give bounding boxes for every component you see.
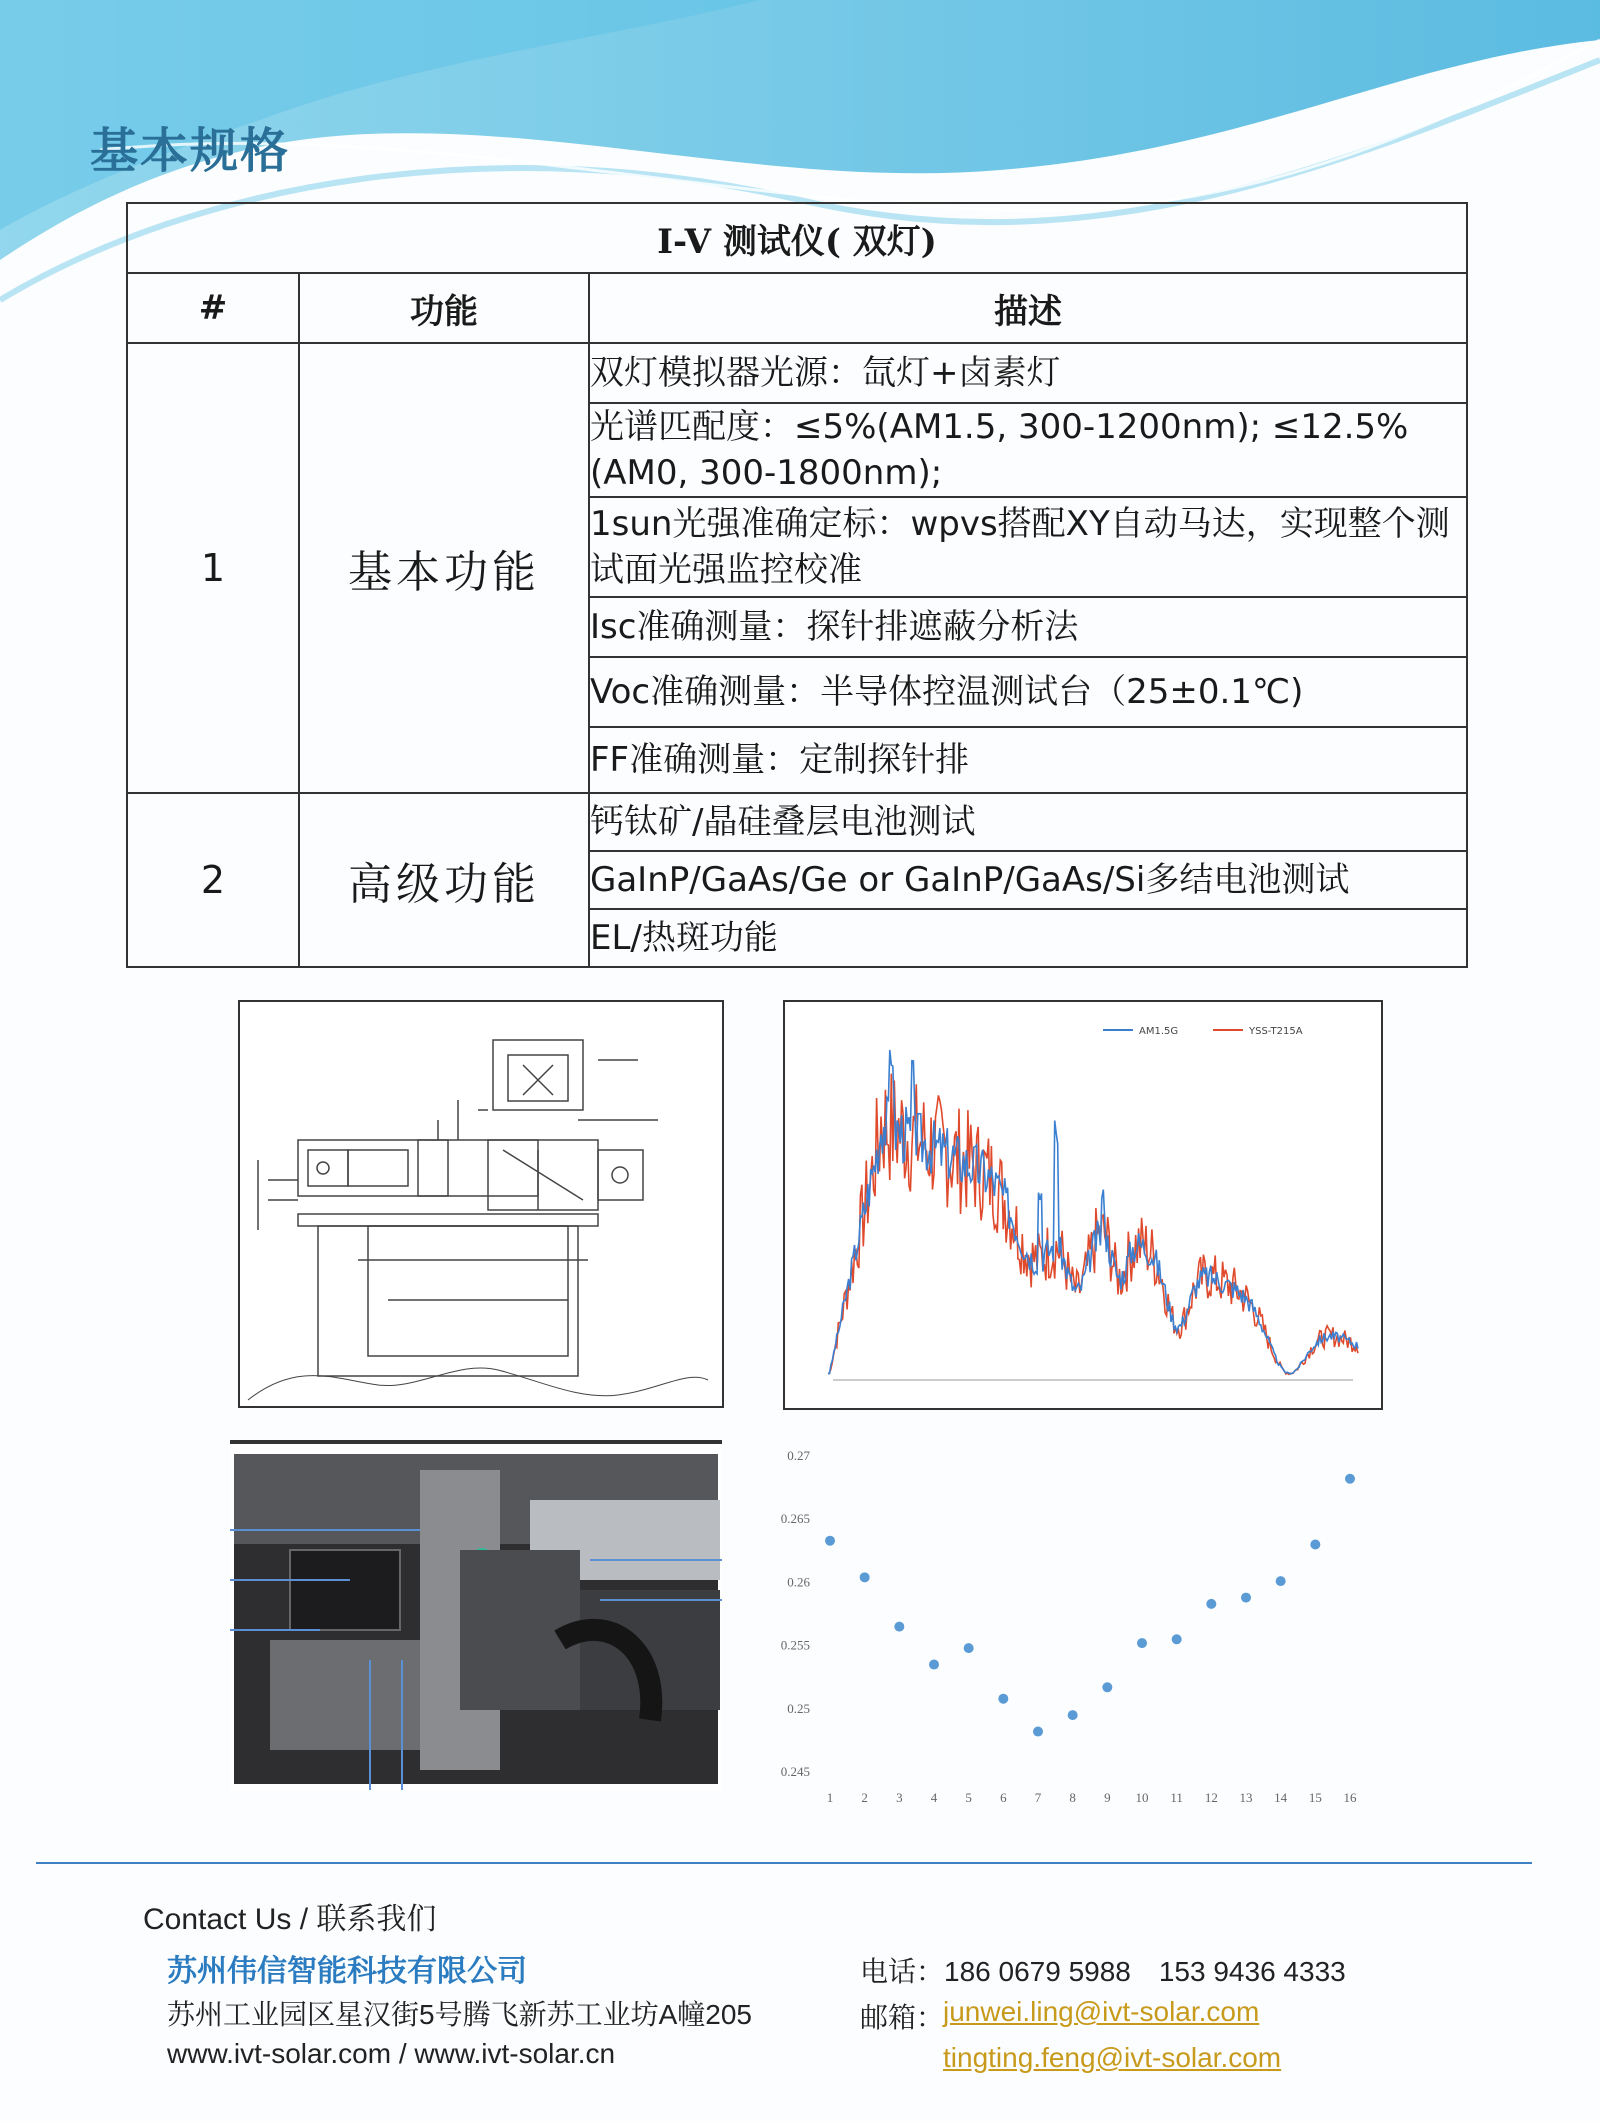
data-point (1206, 1599, 1216, 1609)
x-tick-label: 16 (1343, 1790, 1357, 1805)
y-tick-label: 0.26 (787, 1574, 810, 1590)
data-point (1276, 1576, 1286, 1586)
y-tick-label: 0.27 (787, 1448, 810, 1463)
x-tick-label: 12 (1204, 1790, 1218, 1805)
optical-schematic-diagram (238, 1000, 724, 1408)
description-cell: Voc准确测量：半导体控温测试台（25±0.1℃) (589, 657, 1467, 727)
email-link-junwei[interactable]: junwei.ling@ivt-solar.com (943, 1996, 1260, 2027)
description-cell: GaInP/GaAs/Ge or GaInP/GaAs/Si多结电池测试 (589, 851, 1467, 909)
data-point (964, 1643, 974, 1653)
y-tick-label: 0.245 (780, 1764, 810, 1779)
description-cell: 光谱匹配度：≤5%(AM1.5, 300-1200nm); ≤12.5%(AM0, 300-1800nm); (589, 403, 1467, 497)
data-point (860, 1572, 870, 1582)
x-tick-label: 9 (1104, 1790, 1111, 1805)
email-link-tingting[interactable]: tingting.feng@ivt-solar.com (943, 2042, 1282, 2073)
data-point (1241, 1593, 1251, 1603)
y-tick-label: 0.25 (787, 1700, 810, 1716)
row-function: 基本功能 (299, 343, 589, 793)
description-cell: 1sun光强准确定标：wpvs搭配XY自动马达，实现整个测试面光强监控校准 (589, 497, 1467, 597)
data-point (998, 1694, 1008, 1704)
phone-numbers: 电话：186 0679 5988 153 9436 4333 (860, 1956, 1346, 1987)
y-tick-label: 0.255 (780, 1637, 810, 1653)
contact-heading: Contact Us / 联系我们 (143, 1903, 437, 1936)
description-cell: FF准确测量：定制探针排 (589, 727, 1467, 793)
equipment-photo (230, 1440, 722, 1790)
x-tick-label: 13 (1239, 1790, 1253, 1805)
uniformity-scatter-chart (770, 1432, 1370, 1812)
data-point (1102, 1682, 1112, 1692)
data-point (1310, 1539, 1320, 1549)
row-number: 1 (127, 343, 299, 793)
x-tick-label: 2 (861, 1790, 868, 1805)
x-tick-label: 6 (1000, 1790, 1007, 1805)
data-point (929, 1660, 939, 1670)
x-tick-label: 5 (965, 1790, 972, 1805)
description-cell: EL/热斑功能 (589, 909, 1467, 967)
company-name: 苏州伟信智能科技有限公司 (167, 1955, 527, 1988)
footer-divider (36, 1862, 1532, 1864)
x-tick-label: 10 (1135, 1790, 1149, 1805)
data-point (1033, 1727, 1043, 1737)
table-caption: I-V 测试仪( 双灯) (127, 203, 1467, 273)
column-header-description: 描述 (589, 273, 1467, 343)
spec-table (126, 202, 1468, 968)
data-point (1172, 1634, 1182, 1644)
company-address: 苏州工业园区星汉街5号腾飞新苏工业坊A幢205 (167, 1999, 752, 2030)
x-tick-label: 7 (1034, 1790, 1042, 1805)
x-tick-label: 4 (930, 1790, 938, 1805)
row-function: 高级功能 (299, 793, 589, 967)
y-tick-label: 0.265 (780, 1511, 810, 1527)
x-tick-label: 15 (1308, 1790, 1322, 1805)
email-label: 邮箱： (860, 2002, 945, 2033)
x-tick-label: 3 (896, 1790, 903, 1805)
column-header-number: # (127, 273, 299, 343)
x-tick-label: 1 (826, 1790, 834, 1805)
data-point (1137, 1638, 1147, 1648)
column-header-function: 功能 (299, 273, 589, 343)
description-cell: 钙钛矿/晶硅叠层电池测试 (589, 793, 1467, 851)
legend-label-am15g: AM1.5G (1139, 1026, 1179, 1037)
data-point (825, 1536, 835, 1546)
data-point (1068, 1710, 1078, 1720)
x-tick-label: 11 (1170, 1790, 1183, 1805)
data-point (1345, 1474, 1355, 1484)
x-tick-label: 14 (1274, 1790, 1288, 1805)
page-title: 基本规格 (90, 123, 291, 179)
row-number: 2 (127, 793, 299, 967)
spectrum-comparison-chart (783, 1000, 1383, 1410)
description-cell: Isc准确测量：探针排遮蔽分析法 (589, 597, 1467, 657)
data-point (894, 1622, 904, 1632)
website-links[interactable]: www.ivt-solar.com / www.ivt-solar.cn (167, 2038, 616, 2069)
description-cell: 双灯模拟器光源：氙灯+卤素灯 (589, 343, 1467, 403)
x-tick-label: 8 (1069, 1790, 1076, 1805)
legend-label-yss: YSS-T215A (1249, 1026, 1303, 1037)
